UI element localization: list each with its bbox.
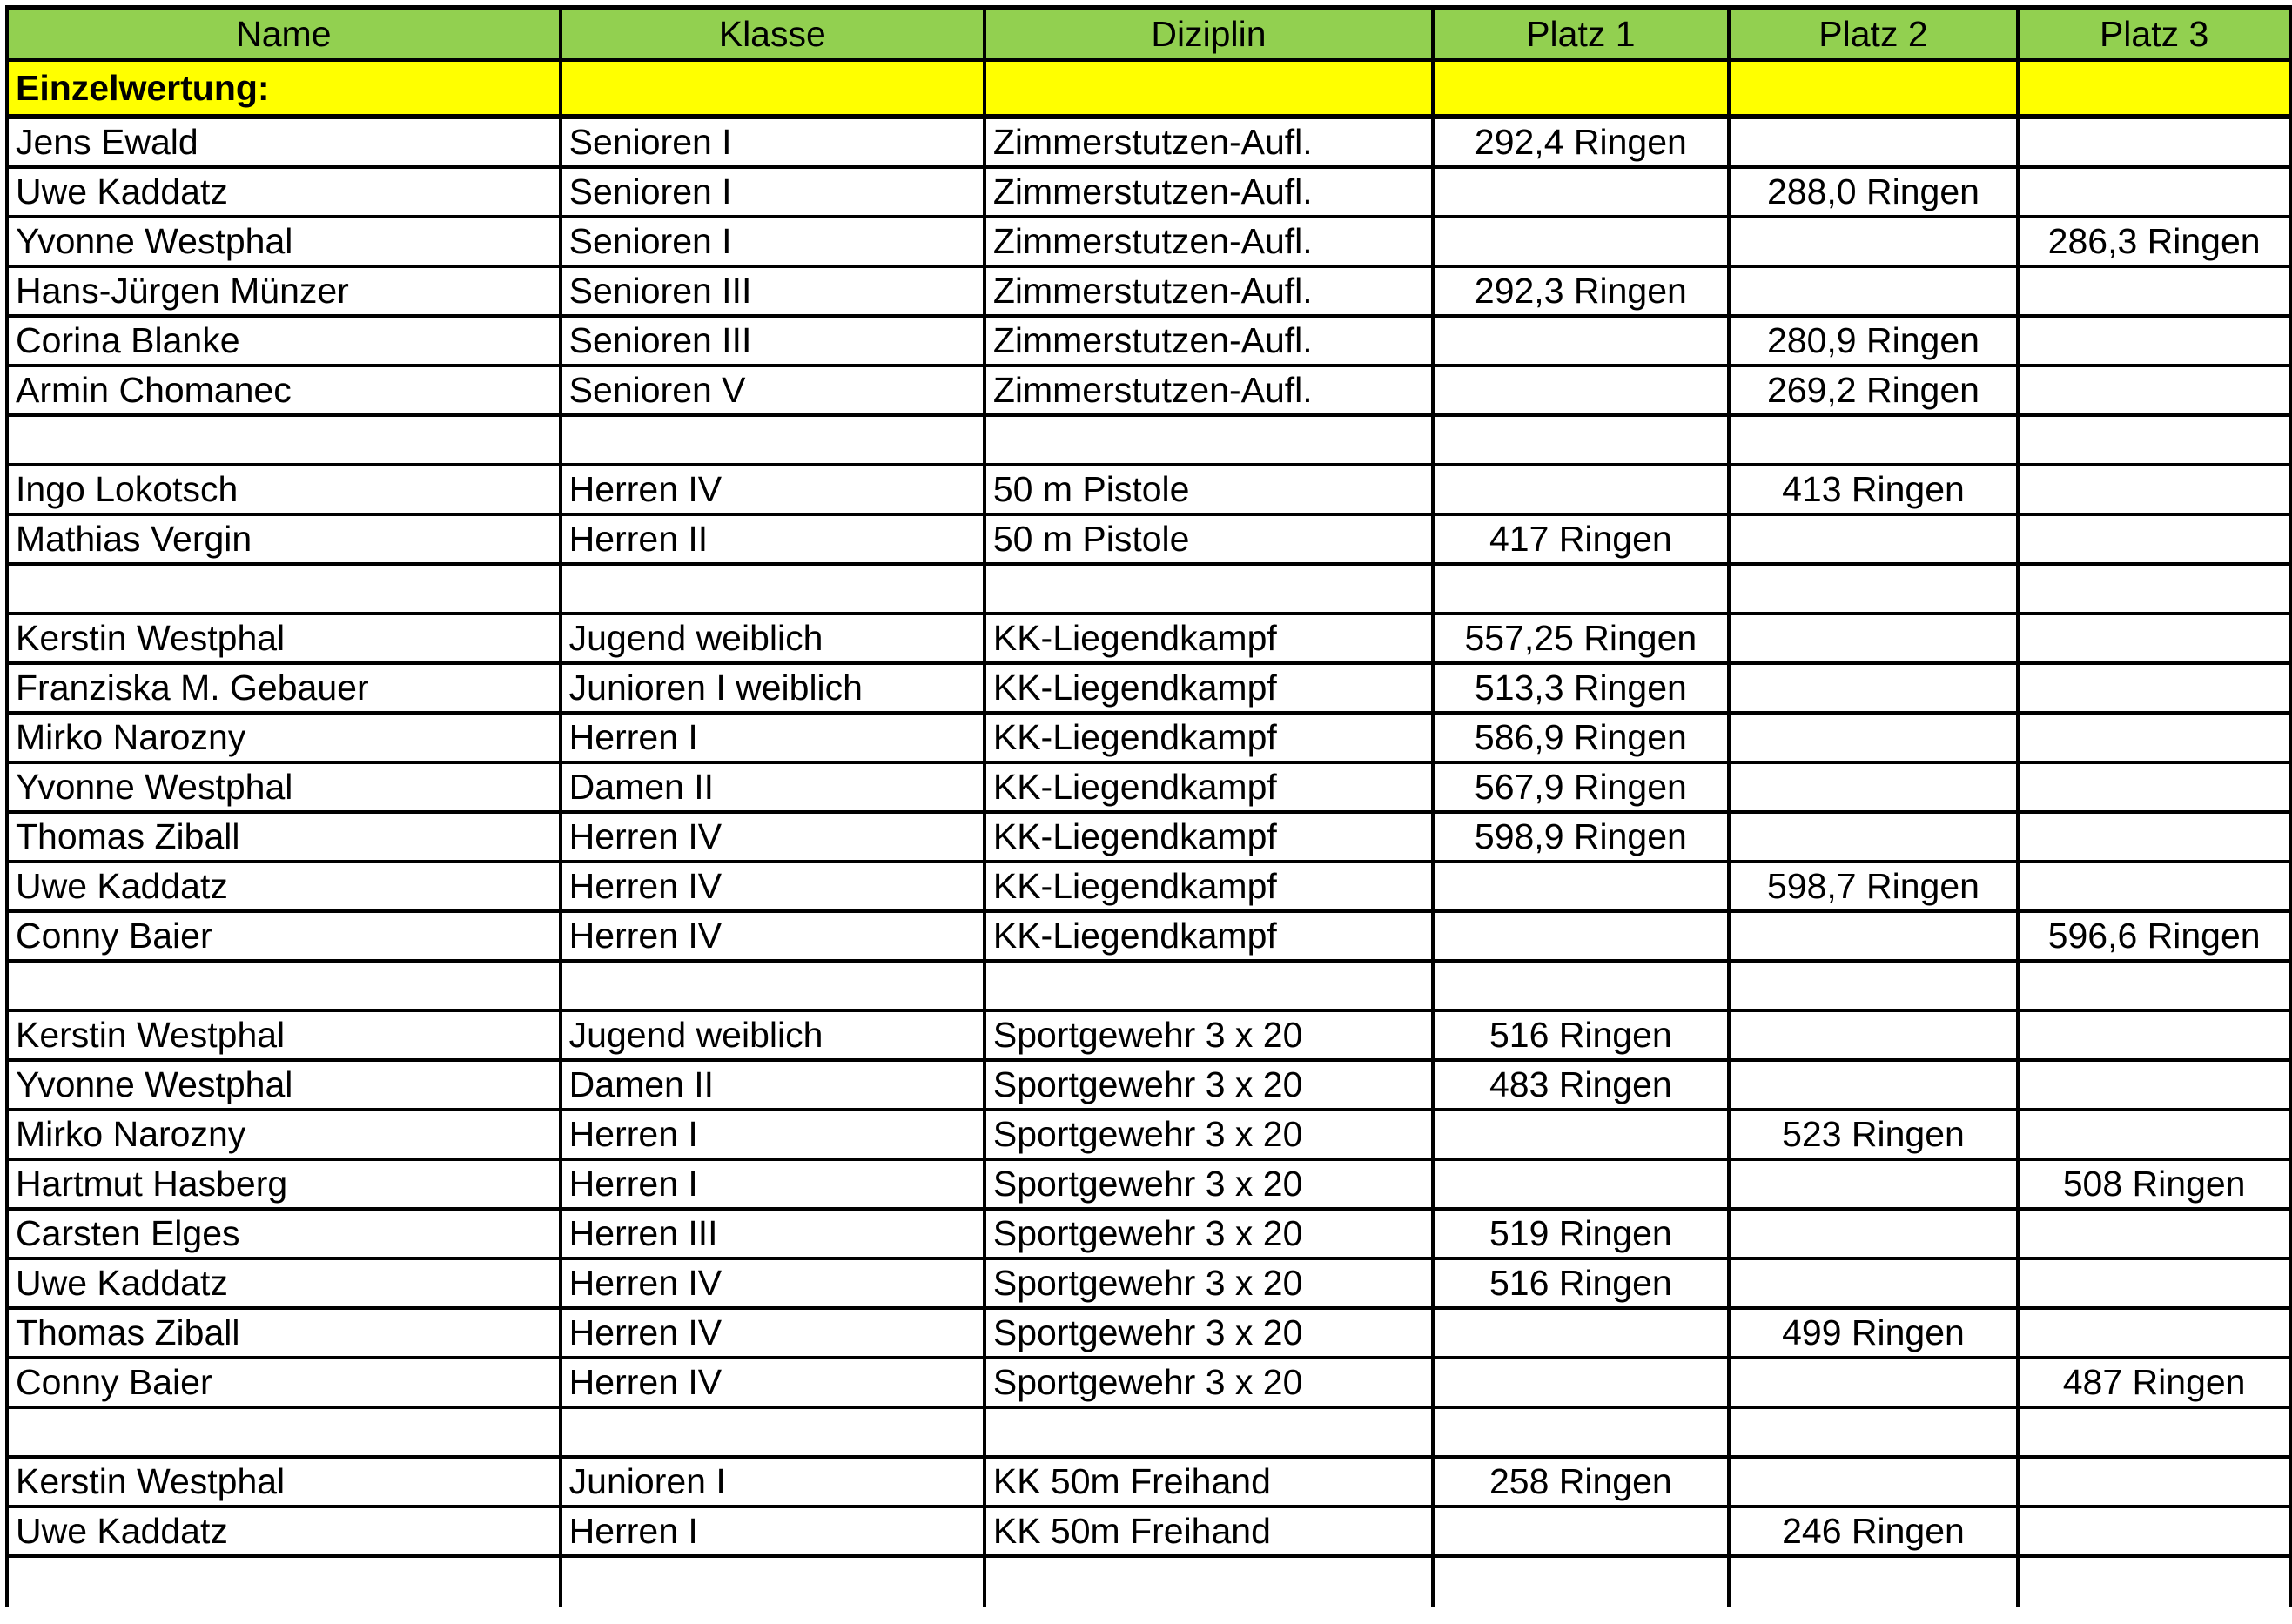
cell-platz-3[interactable] <box>2018 1010 2290 1060</box>
cell-name[interactable]: Kerstin Westphal <box>7 614 561 663</box>
cell-name[interactable]: Yvonne Westphal <box>7 762 561 812</box>
cell-klasse[interactable]: Herren I <box>561 1507 985 1556</box>
cell-platz-2[interactable] <box>1729 564 2019 614</box>
cell-name[interactable]: Armin Chomanec <box>7 366 561 415</box>
cell-platz-2[interactable] <box>1729 1010 2019 1060</box>
table-row <box>7 961 2290 1010</box>
cell-platz-2[interactable] <box>1729 1556 2019 1607</box>
cell-klasse[interactable]: Herren IV <box>561 1258 985 1308</box>
cell-klasse[interactable] <box>561 564 985 614</box>
cell-platz-1[interactable] <box>1433 1556 1729 1607</box>
cell-platz-2[interactable]: 280,9 Ringen <box>1729 316 2019 366</box>
cell-diziplin[interactable]: KK-Liegendkampf <box>985 762 1433 812</box>
table-row <box>7 911 2290 961</box>
cell-platz-1[interactable] <box>1433 366 1729 415</box>
cell-diziplin[interactable] <box>985 1407 1433 1457</box>
cell-klasse[interactable]: Damen II <box>561 1060 985 1110</box>
table-row <box>7 514 2290 564</box>
cell-name[interactable]: Hartmut Hasberg <box>7 1159 561 1209</box>
cell-platz-3[interactable] <box>2018 415 2290 465</box>
cell-platz-1[interactable]: 483 Ringen <box>1433 1060 1729 1110</box>
cell-platz-1[interactable] <box>1433 911 1729 961</box>
cell-diziplin[interactable]: Sportgewehr 3 x 20 <box>985 1110 1433 1159</box>
cell-platz-3[interactable]: 487 Ringen <box>2018 1358 2290 1407</box>
cell-name[interactable] <box>7 1556 561 1607</box>
cell-platz-2[interactable] <box>1729 1457 2019 1507</box>
cell-diziplin[interactable]: KK-Liegendkampf <box>985 663 1433 713</box>
cell-platz-2[interactable] <box>1729 266 2019 316</box>
cell-platz-3[interactable] <box>2018 1308 2290 1358</box>
results-table <box>5 5 2292 1607</box>
cell-platz-1[interactable]: 292,3 Ringen <box>1433 266 1729 316</box>
cell-platz-3[interactable] <box>2018 1209 2290 1258</box>
cell-name[interactable]: Franziska M. Gebauer <box>7 663 561 713</box>
cell-name[interactable]: Mirko Narozny <box>7 713 561 762</box>
cell-diziplin[interactable] <box>985 415 1433 465</box>
cell-diziplin[interactable]: KK-Liegendkampf <box>985 812 1433 862</box>
cell-klasse[interactable]: Herren II <box>561 514 985 564</box>
cell-klasse[interactable]: Herren IV <box>561 1308 985 1358</box>
cell-name[interactable] <box>7 1407 561 1457</box>
cell-diziplin[interactable]: 50 m Pistole <box>985 465 1433 514</box>
section-title[interactable]: Einzelwertung: <box>7 60 561 117</box>
cell-platz-2[interactable]: 246 Ringen <box>1729 1507 2019 1556</box>
table-row <box>7 713 2290 762</box>
cell-platz-1[interactable]: 598,9 Ringen <box>1433 812 1729 862</box>
cell-name[interactable]: Uwe Kaddatz <box>7 167 561 217</box>
cell-diziplin[interactable]: KK-Liegendkampf <box>985 862 1433 911</box>
section-cell[interactable] <box>2018 60 2290 117</box>
cell-klasse[interactable]: Senioren I <box>561 217 985 266</box>
table-row <box>7 1457 2290 1507</box>
cell-diziplin[interactable]: Sportgewehr 3 x 20 <box>985 1010 1433 1060</box>
header-platz-2[interactable]: Platz 2 <box>1729 8 2019 61</box>
cell-diziplin[interactable]: Sportgewehr 3 x 20 <box>985 1258 1433 1308</box>
table-row <box>7 1407 2290 1457</box>
cell-platz-3[interactable] <box>2018 1258 2290 1308</box>
cell-klasse[interactable]: Jugend weiblich <box>561 614 985 663</box>
cell-diziplin[interactable]: 50 m Pistole <box>985 514 1433 564</box>
table-row <box>7 217 2290 266</box>
cell-name[interactable]: Carsten Elges <box>7 1209 561 1258</box>
cell-platz-1[interactable]: 557,25 Ringen <box>1433 614 1729 663</box>
table-row <box>7 316 2290 366</box>
table-row <box>7 614 2290 663</box>
cell-name[interactable] <box>7 564 561 614</box>
cell-name[interactable]: Kerstin Westphal <box>7 1010 561 1060</box>
table-row <box>7 415 2290 465</box>
cell-klasse[interactable]: Herren IV <box>561 465 985 514</box>
cell-name[interactable]: Kerstin Westphal <box>7 1457 561 1507</box>
cell-diziplin[interactable]: Zimmerstutzen-Aufl. <box>985 266 1433 316</box>
cell-klasse[interactable]: Senioren I <box>561 167 985 217</box>
header-diziplin[interactable]: Diziplin <box>985 8 1433 61</box>
header-klasse[interactable]: Klasse <box>561 8 985 61</box>
cell-platz-2[interactable]: 288,0 Ringen <box>1729 167 2019 217</box>
cell-platz-2[interactable] <box>1729 1209 2019 1258</box>
header-platz-3[interactable]: Platz 3 <box>2018 8 2290 61</box>
cell-name[interactable]: Thomas Ziball <box>7 812 561 862</box>
table-row <box>7 465 2290 514</box>
cell-platz-3[interactable] <box>2018 1556 2290 1607</box>
cell-klasse[interactable]: Senioren III <box>561 316 985 366</box>
table-row <box>7 663 2290 713</box>
table-row <box>7 1010 2290 1060</box>
cell-platz-2[interactable]: 499 Ringen <box>1729 1308 2019 1358</box>
cell-platz-2[interactable] <box>1729 1060 2019 1110</box>
cell-diziplin[interactable]: KK 50m Freihand <box>985 1507 1433 1556</box>
cell-platz-1[interactable] <box>1433 1358 1729 1407</box>
cell-platz-3[interactable] <box>2018 564 2290 614</box>
cell-platz-1[interactable] <box>1433 1110 1729 1159</box>
cell-platz-2[interactable] <box>1729 961 2019 1010</box>
table-row <box>7 1358 2290 1407</box>
cell-klasse[interactable]: Herren IV <box>561 1358 985 1407</box>
cell-platz-3[interactable]: 508 Ringen <box>2018 1159 2290 1209</box>
cell-name[interactable]: Uwe Kaddatz <box>7 862 561 911</box>
cell-diziplin[interactable]: Sportgewehr 3 x 20 <box>985 1060 1433 1110</box>
cell-platz-3[interactable] <box>2018 514 2290 564</box>
cell-platz-2[interactable] <box>1729 1159 2019 1209</box>
header-platz-1[interactable]: Platz 1 <box>1433 8 1729 61</box>
cell-name[interactable]: Uwe Kaddatz <box>7 1258 561 1308</box>
cell-platz-1[interactable]: 513,3 Ringen <box>1433 663 1729 713</box>
cell-platz-1[interactable] <box>1433 217 1729 266</box>
cell-platz-3[interactable] <box>2018 1457 2290 1507</box>
cell-platz-3[interactable] <box>2018 1110 2290 1159</box>
cell-platz-1[interactable] <box>1433 1507 1729 1556</box>
cell-diziplin[interactable] <box>985 564 1433 614</box>
cell-platz-2[interactable]: 598,7 Ringen <box>1729 862 2019 911</box>
cell-klasse[interactable]: Herren I <box>561 1159 985 1209</box>
cell-platz-3[interactable]: 286,3 Ringen <box>2018 217 2290 266</box>
cell-klasse[interactable]: Herren IV <box>561 862 985 911</box>
header-name[interactable]: Name <box>7 8 561 61</box>
cell-platz-3[interactable] <box>2018 862 2290 911</box>
cell-name[interactable]: Mirko Narozny <box>7 1110 561 1159</box>
cell-platz-1[interactable]: 519 Ringen <box>1433 1209 1729 1258</box>
table-row <box>7 564 2290 614</box>
cell-klasse[interactable]: Damen II <box>561 762 985 812</box>
cell-klasse[interactable]: Herren I <box>561 1110 985 1159</box>
table-row <box>7 167 2290 217</box>
cell-platz-1[interactable] <box>1433 415 1729 465</box>
cell-platz-2[interactable] <box>1729 713 2019 762</box>
cell-platz-1[interactable]: 258 Ringen <box>1433 1457 1729 1507</box>
cell-diziplin[interactable] <box>985 961 1433 1010</box>
cell-name[interactable]: Conny Baier <box>7 1358 561 1407</box>
cell-platz-3[interactable] <box>2018 117 2290 167</box>
cell-platz-3[interactable] <box>2018 614 2290 663</box>
cell-diziplin[interactable]: Zimmerstutzen-Aufl. <box>985 217 1433 266</box>
cell-platz-2[interactable]: 269,2 Ringen <box>1729 366 2019 415</box>
header-row <box>7 8 2290 61</box>
cell-diziplin[interactable] <box>985 1556 1433 1607</box>
cell-diziplin[interactable]: KK-Liegendkampf <box>985 713 1433 762</box>
cell-klasse[interactable]: Herren IV <box>561 911 985 961</box>
cell-platz-1[interactable]: 417 Ringen <box>1433 514 1729 564</box>
cell-platz-2[interactable] <box>1729 1258 2019 1308</box>
cell-platz-1[interactable]: 586,9 Ringen <box>1433 713 1729 762</box>
cell-platz-1[interactable] <box>1433 316 1729 366</box>
cell-name[interactable] <box>7 415 561 465</box>
cell-diziplin[interactable]: Sportgewehr 3 x 20 <box>985 1209 1433 1258</box>
cell-platz-3[interactable] <box>2018 316 2290 366</box>
cell-klasse[interactable]: Herren I <box>561 713 985 762</box>
cell-platz-2[interactable] <box>1729 217 2019 266</box>
cell-klasse[interactable]: Herren IV <box>561 812 985 862</box>
cell-platz-2[interactable] <box>1729 514 2019 564</box>
cell-klasse[interactable]: Herren III <box>561 1209 985 1258</box>
cell-klasse[interactable]: Junioren I weiblich <box>561 663 985 713</box>
table-row <box>7 1060 2290 1110</box>
cell-diziplin[interactable]: Zimmerstutzen-Aufl. <box>985 316 1433 366</box>
cell-platz-1[interactable] <box>1433 862 1729 911</box>
cell-platz-1[interactable] <box>1433 1407 1729 1457</box>
cell-platz-2[interactable] <box>1729 762 2019 812</box>
cell-platz-1[interactable] <box>1433 465 1729 514</box>
cell-klasse[interactable] <box>561 961 985 1010</box>
cell-klasse[interactable]: Junioren I <box>561 1457 985 1507</box>
cell-platz-1[interactable] <box>1433 1308 1729 1358</box>
table-row <box>7 1159 2290 1209</box>
section-row <box>7 60 2290 117</box>
cell-platz-3[interactable]: 596,6 Ringen <box>2018 911 2290 961</box>
cell-platz-2[interactable] <box>1729 812 2019 862</box>
section-cell[interactable] <box>1729 60 2019 117</box>
table-row <box>7 1258 2290 1308</box>
cell-platz-2[interactable] <box>1729 1407 2019 1457</box>
cell-platz-2[interactable] <box>1729 614 2019 663</box>
cell-name[interactable]: Conny Baier <box>7 911 561 961</box>
table-row <box>7 762 2290 812</box>
section-cell[interactable] <box>1433 60 1729 117</box>
cell-diziplin[interactable]: Zimmerstutzen-Aufl. <box>985 167 1433 217</box>
cell-klasse[interactable] <box>561 1556 985 1607</box>
cell-platz-1[interactable]: 292,4 Ringen <box>1433 117 1729 167</box>
cell-klasse[interactable]: Senioren III <box>561 266 985 316</box>
cell-diziplin[interactable]: KK-Liegendkampf <box>985 614 1433 663</box>
cell-name[interactable]: Ingo Lokotsch <box>7 465 561 514</box>
cell-platz-1[interactable] <box>1433 564 1729 614</box>
cell-name[interactable]: Mathias Vergin <box>7 514 561 564</box>
cell-diziplin[interactable]: KK 50m Freihand <box>985 1457 1433 1507</box>
cell-diziplin[interactable]: Zimmerstutzen-Aufl. <box>985 366 1433 415</box>
results-table-body <box>7 8 2290 1607</box>
table-row <box>7 862 2290 911</box>
table-row <box>7 812 2290 862</box>
cell-platz-1[interactable] <box>1433 167 1729 217</box>
cell-platz-1[interactable] <box>1433 961 1729 1010</box>
cell-platz-3[interactable] <box>2018 663 2290 713</box>
section-cell[interactable] <box>561 60 985 117</box>
cell-platz-2[interactable]: 523 Ringen <box>1729 1110 2019 1159</box>
cell-platz-1[interactable]: 516 Ringen <box>1433 1258 1729 1308</box>
cell-klasse[interactable] <box>561 1407 985 1457</box>
table-row <box>7 1110 2290 1159</box>
table-row <box>7 1308 2290 1358</box>
table-row <box>7 1209 2290 1258</box>
table-row <box>7 1556 2290 1607</box>
cell-diziplin[interactable]: Sportgewehr 3 x 20 <box>985 1358 1433 1407</box>
cell-platz-1[interactable]: 567,9 Ringen <box>1433 762 1729 812</box>
cell-platz-3[interactable] <box>2018 713 2290 762</box>
cell-platz-3[interactable] <box>2018 812 2290 862</box>
cell-platz-2[interactable] <box>1729 1358 2019 1407</box>
cell-platz-1[interactable]: 516 Ringen <box>1433 1010 1729 1060</box>
cell-platz-3[interactable] <box>2018 762 2290 812</box>
cell-platz-3[interactable] <box>2018 1507 2290 1556</box>
cell-diziplin[interactable]: KK-Liegendkampf <box>985 911 1433 961</box>
cell-klasse[interactable]: Senioren I <box>561 117 985 167</box>
cell-klasse[interactable] <box>561 415 985 465</box>
cell-platz-2[interactable]: 413 Ringen <box>1729 465 2019 514</box>
cell-name[interactable]: Uwe Kaddatz <box>7 1507 561 1556</box>
cell-name[interactable]: Thomas Ziball <box>7 1308 561 1358</box>
cell-klasse[interactable]: Jugend weiblich <box>561 1010 985 1060</box>
table-row <box>7 1507 2290 1556</box>
cell-name[interactable]: Hans-Jürgen Münzer <box>7 266 561 316</box>
cell-name[interactable]: Corina Blanke <box>7 316 561 366</box>
cell-diziplin[interactable]: Sportgewehr 3 x 20 <box>985 1308 1433 1358</box>
cell-platz-3[interactable] <box>2018 1407 2290 1457</box>
cell-platz-3[interactable] <box>2018 167 2290 217</box>
cell-platz-3[interactable] <box>2018 1060 2290 1110</box>
cell-platz-2[interactable] <box>1729 415 2019 465</box>
table-row <box>7 266 2290 316</box>
cell-klasse[interactable]: Senioren V <box>561 366 985 415</box>
cell-platz-2[interactable] <box>1729 663 2019 713</box>
cell-name[interactable]: Yvonne Westphal <box>7 217 561 266</box>
cell-diziplin[interactable]: Sportgewehr 3 x 20 <box>985 1159 1433 1209</box>
cell-name[interactable]: Jens Ewald <box>7 117 561 167</box>
cell-name[interactable] <box>7 961 561 1010</box>
section-cell[interactable] <box>985 60 1433 117</box>
cell-platz-3[interactable] <box>2018 465 2290 514</box>
cell-platz-3[interactable] <box>2018 266 2290 316</box>
cell-name[interactable]: Yvonne Westphal <box>7 1060 561 1110</box>
cell-platz-3[interactable] <box>2018 366 2290 415</box>
cell-platz-1[interactable] <box>1433 1159 1729 1209</box>
cell-platz-3[interactable] <box>2018 961 2290 1010</box>
cell-diziplin[interactable]: Zimmerstutzen-Aufl. <box>985 117 1433 167</box>
table-row <box>7 366 2290 415</box>
table-row <box>7 117 2290 167</box>
cell-platz-2[interactable] <box>1729 117 2019 167</box>
cell-platz-2[interactable] <box>1729 911 2019 961</box>
